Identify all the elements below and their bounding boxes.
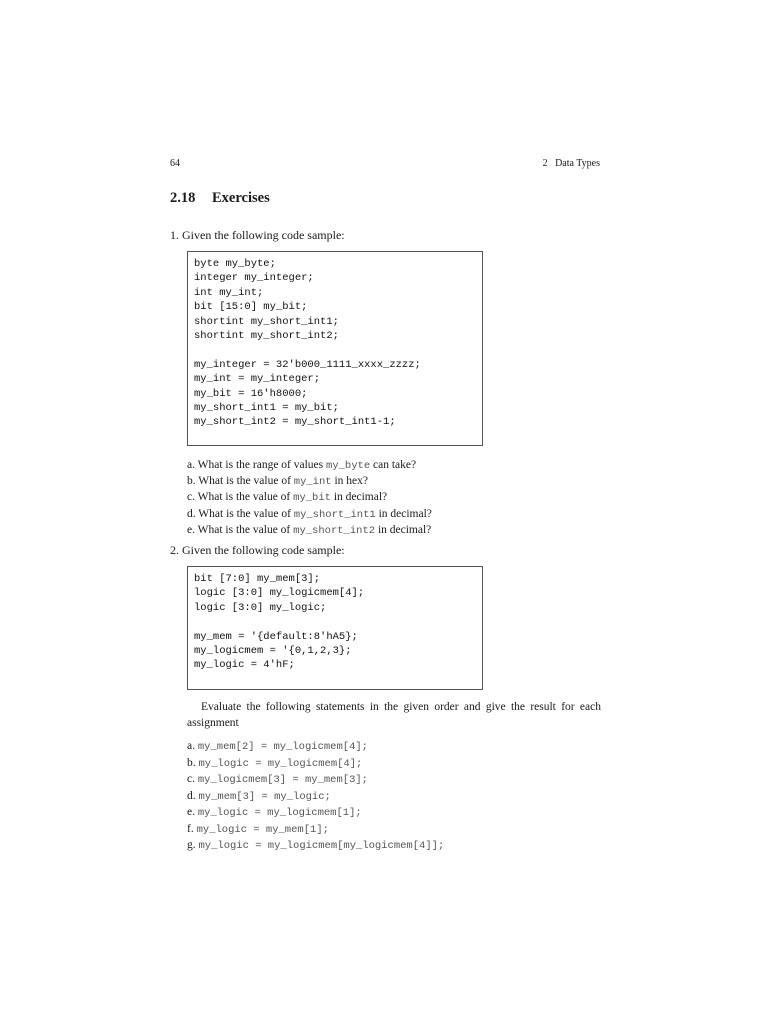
section-number: 2.18 (170, 190, 196, 206)
statement-item: g. my_logic = my_logicmem[my_logicmem[4]]; (187, 839, 445, 852)
statement-item: c. my_logicmem[3] = my_mem[3]; (187, 773, 368, 786)
code-line: integer my_integer; (194, 272, 314, 285)
exercise-2-statements (187, 739, 444, 855)
code-line: logic [3:0] my_logicmem[4]; (194, 587, 365, 600)
code-line: bit [15:0] my_bit; (194, 301, 308, 314)
section-title: Exercises (212, 190, 270, 206)
exercise-2-code-box (187, 566, 483, 690)
code-line (194, 615, 482, 629)
code-line: int my_int; (194, 286, 264, 299)
statement-item: a. my_mem[2] = my_logicmem[4]; (187, 740, 368, 753)
question-item: e. What is the value of my_short_int2 in decimal? (187, 523, 432, 537)
statement-item: e. my_logic = my_logicmem[1]; (187, 806, 362, 819)
exercise-1-lead: 1. Given the following code sample: (170, 228, 345, 242)
running-head (170, 158, 600, 169)
section-heading (170, 190, 270, 207)
code-line: byte my_byte; (194, 258, 276, 270)
exercise-1-questions (187, 458, 432, 539)
code-line: shortint my_short_int2; (194, 329, 339, 342)
question-item: a. What is the range of values my_byte can take? (187, 459, 417, 472)
statement-item: b. my_logic = my_logicmem[4]; (187, 756, 363, 770)
code-line: my_integer = 32'b000_1111_xxxx_zzzz; (194, 358, 421, 371)
code-line: my_logic = 4'hF; (194, 659, 295, 672)
exercise-2-instruction: Evaluate the following statements in the given order and give the result for each assignment (187, 701, 601, 729)
page-number: 64 (170, 158, 180, 169)
code-line: logic [3:0] my_logic; (194, 601, 327, 614)
statement-item: d. my_mem[3] = my_logic; (187, 789, 331, 803)
code-line: my_short_int1 = my_bit; (194, 401, 339, 414)
question-item: b. What is the value of my_int in hex? (187, 475, 368, 489)
exercise-2-lead: 2. Given the following code sample: (170, 543, 345, 557)
code-line: my_bit = 16'h8000; (194, 387, 308, 400)
exercise-1-code-box (187, 251, 483, 446)
code-line: my_int = my_integer; (194, 373, 321, 386)
question-item: d. What is the value of my_short_int1 in decimal? (187, 507, 432, 521)
question-item: c. What is the value of my_bit in decimal? (187, 491, 388, 505)
code-line: my_short_int2 = my_short_int1-1; (194, 416, 396, 429)
chapter-title: 2 Data Types (542, 158, 600, 169)
code-line: shortint my_short_int1; (194, 315, 339, 328)
code-line: my_logicmem = '{0,1,2,3}; (194, 644, 352, 657)
statement-item: f. my_logic = my_mem[1]; (187, 822, 329, 836)
code-line (194, 343, 482, 357)
code-line: my_mem = '{default:8'hA5}; (194, 630, 358, 643)
code-line: bit [7:0] my_mem[3]; (194, 573, 321, 585)
